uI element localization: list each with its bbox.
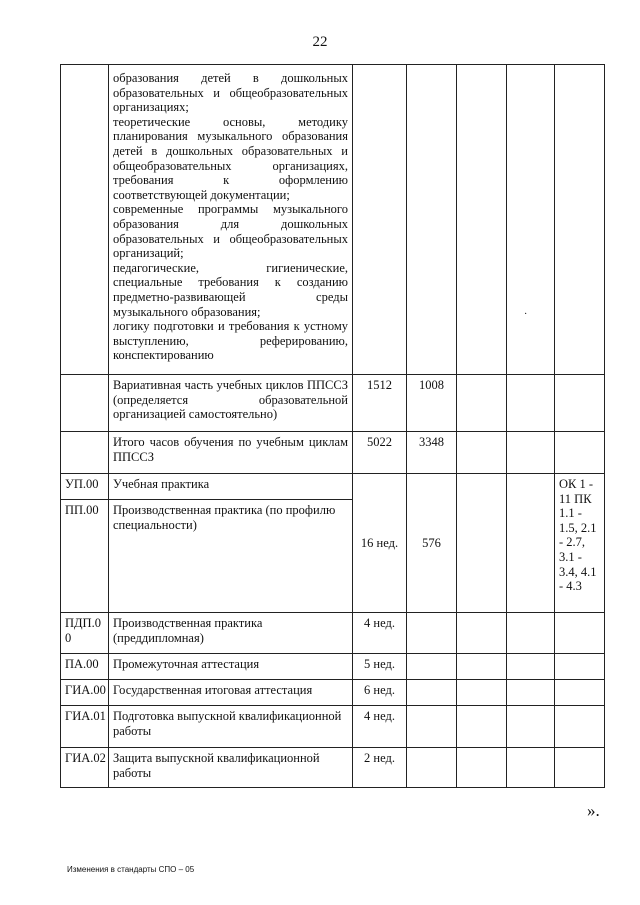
variative-name: Вариативная часть учебных циклов ППССЗ (определяется образовательной организацией самостоятельно) — [109, 375, 353, 432]
knowledge-cell — [109, 65, 353, 375]
competencies: ОК 1 - 11 ПК 1.1 - 1.5, 2.1 - 2.7, 3.1 - 3.4, 4.1 - 4.3 — [555, 474, 605, 613]
row-code: ПП.00 — [61, 500, 109, 613]
row-name: Производственная практика (преддипломная) — [109, 613, 353, 654]
max-hours: 1512 — [353, 375, 407, 432]
max-hours: 5022 — [353, 432, 407, 474]
row-code: ПА.00 — [61, 654, 109, 680]
row-code: ГИА.02 — [61, 748, 109, 788]
row-name: Защита выпускной квалификационной работы — [109, 748, 353, 788]
row-weeks: 2 нед. — [353, 748, 407, 788]
row-weeks: 5 нед. — [353, 654, 407, 680]
table-row — [61, 65, 605, 375]
curriculum-table — [60, 64, 605, 788]
closing-mark: ». — [587, 801, 600, 820]
table-row — [61, 654, 605, 680]
knowledge-line: теоретические основы, методику планирования музыкального образования детей в дошкольных образовательных и общеобразовательных организациях, требования к оформлению соответствующей документации; — [113, 114, 348, 202]
row-code: УП.00 — [61, 474, 109, 500]
knowledge-line: образования детей в дошкольных образовательных и общеобразовательных организациях; — [113, 71, 348, 115]
required-hours: 1008 — [407, 375, 457, 432]
table-row — [61, 432, 605, 474]
total-name: Итого часов обучения по учебным циклам ППССЗ — [109, 432, 353, 474]
row-name: Учебная практика — [109, 474, 353, 500]
practice-hours: 576 — [407, 474, 457, 613]
required-hours: 3348 — [407, 432, 457, 474]
knowledge-line: логику подготовки и требования к устному выступлению, реферированию, конспектированию — [113, 319, 348, 363]
table-row — [61, 706, 605, 748]
scan-speck: · — [524, 309, 528, 320]
table-row — [61, 375, 605, 432]
footer-note: Изменения в стандарты СПО – 05 — [67, 865, 195, 874]
row-weeks: 4 нед. — [353, 613, 407, 654]
row-name: Подготовка выпускной квалификационной работы — [109, 706, 353, 748]
table-row — [61, 474, 605, 500]
code-cell — [61, 65, 109, 375]
row-weeks: 4 нед. — [353, 706, 407, 748]
row-code: ГИА.01 — [61, 706, 109, 748]
page-number: 22 — [312, 34, 328, 50]
knowledge-line: педагогические, гигиенические, специальные требования к созданию предметно-развивающей среды музыкального образования; — [113, 260, 348, 319]
row-code: ГИА.00 — [61, 680, 109, 706]
row-code: ПДП.0 0 — [61, 613, 109, 654]
row-name: Государственная итоговая аттестация — [109, 680, 353, 706]
knowledge-line: современные программы музыкального образования для дошкольных образовательных и общеобразовательных организаций; — [113, 202, 348, 261]
table-row — [61, 748, 605, 788]
practice-weeks: 16 нед. — [353, 474, 407, 613]
table-row — [61, 680, 605, 706]
table-row — [61, 613, 605, 654]
row-name: Промежуточная аттестация — [109, 654, 353, 680]
row-name: Производственная практика (по профилю специальности) — [109, 500, 353, 613]
row-weeks: 6 нед. — [353, 680, 407, 706]
